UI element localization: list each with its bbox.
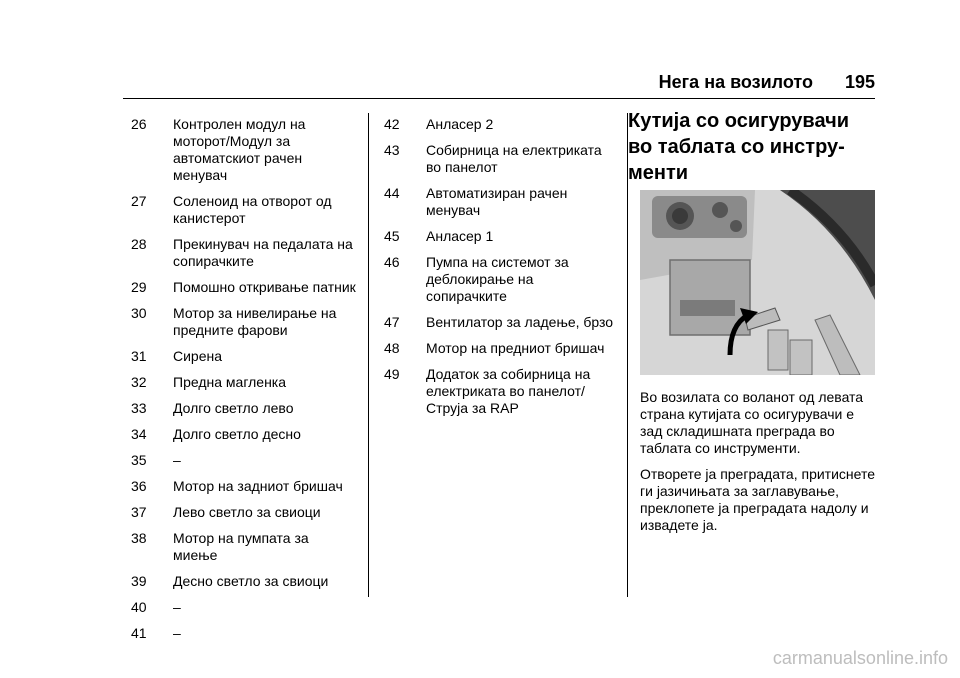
fuse-description: Лево светло за свиоци bbox=[173, 504, 321, 520]
fuse-number: 46 bbox=[384, 254, 400, 270]
fuse-list-item bbox=[131, 236, 356, 270]
fuse-description: Пумпа на системот за деблокирање на сопирачките bbox=[426, 254, 569, 304]
fuse-description: Помошно откривање патник bbox=[173, 279, 356, 295]
fuse-number: 42 bbox=[384, 116, 400, 132]
fuse-list-item bbox=[384, 314, 614, 331]
header-title: Нега на возилото bbox=[658, 72, 813, 92]
fuse-description: Автоматизиран рачен менувач bbox=[426, 185, 568, 218]
fuse-description: – bbox=[173, 452, 181, 468]
fuse-description: Вентилатор за ладење, брзо bbox=[426, 314, 614, 330]
fuse-number: 45 bbox=[384, 228, 400, 244]
fuse-description: Соленоид на отворот од канистерот bbox=[173, 193, 332, 226]
fuse-list-item bbox=[131, 426, 356, 443]
fuse-description: Мотор на предниот бришач bbox=[426, 340, 605, 356]
fuse-description: Десно светло за свиоци bbox=[173, 573, 329, 589]
fuse-description: Додаток за собирница на електриката во панелот/Струја за RAP bbox=[426, 366, 591, 416]
fuse-description: Мотор за нивелирање на предните фарови bbox=[173, 305, 337, 338]
fuse-number: 30 bbox=[131, 305, 147, 321]
fuse-number: 38 bbox=[131, 530, 147, 546]
fuse-number: 39 bbox=[131, 573, 147, 589]
fuse-number: 37 bbox=[131, 504, 147, 520]
fuse-number: 36 bbox=[131, 478, 147, 494]
fuse-list-item bbox=[131, 374, 356, 391]
fuse-list-item bbox=[384, 228, 614, 245]
fuse-number: 49 bbox=[384, 366, 400, 382]
fuse-list-column-2 bbox=[384, 116, 614, 426]
fuse-list-item bbox=[384, 142, 614, 176]
fuse-number: 26 bbox=[131, 116, 147, 132]
paragraph: Отворете ја преградата, притиснете ги јазичињата за заглавување, преклопете ја преградата надолу и извадете ја. bbox=[640, 466, 876, 533]
fuse-number: 35 bbox=[131, 452, 147, 468]
fuse-number: 28 bbox=[131, 236, 147, 252]
fuse-list-item bbox=[384, 366, 614, 417]
page-header bbox=[123, 72, 875, 96]
fuse-description: Сирена bbox=[173, 348, 223, 364]
fuse-description: Долго светло лево bbox=[173, 400, 294, 416]
fuse-number: 34 bbox=[131, 426, 147, 442]
section-body bbox=[640, 389, 878, 543]
fuse-number: 47 bbox=[384, 314, 400, 330]
fuse-description: Прекинувач на педалата на сопирачките bbox=[173, 236, 353, 269]
fuse-description: Контролен модул на моторот/Модул за автоматскиот рачен менувач bbox=[173, 116, 306, 183]
fuse-number: 44 bbox=[384, 185, 400, 201]
fuse-description: Анласер 1 bbox=[426, 228, 494, 244]
fuse-list-item bbox=[131, 573, 356, 590]
fuse-list-item bbox=[131, 116, 356, 184]
header-rule bbox=[123, 98, 875, 99]
fuse-description: Долго светло десно bbox=[173, 426, 301, 442]
page-number: 195 bbox=[844, 72, 875, 92]
fuse-description: Предна магленка bbox=[173, 374, 287, 390]
fuse-description: Анласер 2 bbox=[426, 116, 494, 132]
dashboard-illustration bbox=[640, 190, 875, 375]
fuse-list-item bbox=[384, 254, 614, 305]
fuse-list-item bbox=[384, 185, 614, 219]
fuse-list-item bbox=[131, 625, 356, 642]
section-title bbox=[628, 108, 878, 186]
column-divider bbox=[368, 113, 369, 597]
fuse-list-item bbox=[131, 504, 356, 521]
fuse-list-item bbox=[131, 599, 356, 616]
fuse-number: 33 bbox=[131, 400, 147, 416]
section-title-line: Кутија со осигурувачи bbox=[628, 110, 849, 132]
fuse-description: Собирница на електриката во панелот bbox=[426, 142, 602, 175]
fuse-list-item bbox=[131, 530, 356, 564]
fuse-number: 32 bbox=[131, 374, 147, 390]
fuse-description: Мотор на пумпата за миење bbox=[173, 530, 309, 563]
fuse-list-item bbox=[131, 193, 356, 227]
fuse-number: 27 bbox=[131, 193, 147, 209]
fuse-list-item bbox=[131, 279, 356, 296]
fuse-description: Мотор на задниот бришач bbox=[173, 478, 343, 494]
section-title-line: менти bbox=[628, 162, 689, 184]
fuse-description: – bbox=[173, 599, 181, 615]
fuse-list-item bbox=[131, 478, 356, 495]
fuse-list-item bbox=[131, 348, 356, 365]
fuse-number: 48 bbox=[384, 340, 400, 356]
watermark: carmanualsonline.info bbox=[772, 648, 948, 668]
fuse-description: – bbox=[173, 625, 181, 641]
fuse-list-item bbox=[131, 305, 356, 339]
fuse-list-item bbox=[384, 116, 614, 133]
fuse-number: 40 bbox=[131, 599, 147, 615]
fuse-list-item bbox=[131, 452, 356, 469]
fuse-box-illustration bbox=[640, 190, 875, 375]
section-title-line: во таблата со инстру- bbox=[628, 136, 845, 158]
fuse-list-item bbox=[384, 340, 614, 357]
fuse-number: 43 bbox=[384, 142, 400, 158]
fuse-number: 29 bbox=[131, 279, 147, 295]
paragraph: Во возилата со воланот од левата страна кутијата со осигурувачи е зад складишната преграда во таблата со инструменти. bbox=[640, 389, 864, 456]
fuse-number: 41 bbox=[131, 625, 147, 641]
fuse-list-item bbox=[131, 400, 356, 417]
fuse-number: 31 bbox=[131, 348, 147, 364]
fuse-list-column-1 bbox=[131, 116, 356, 651]
